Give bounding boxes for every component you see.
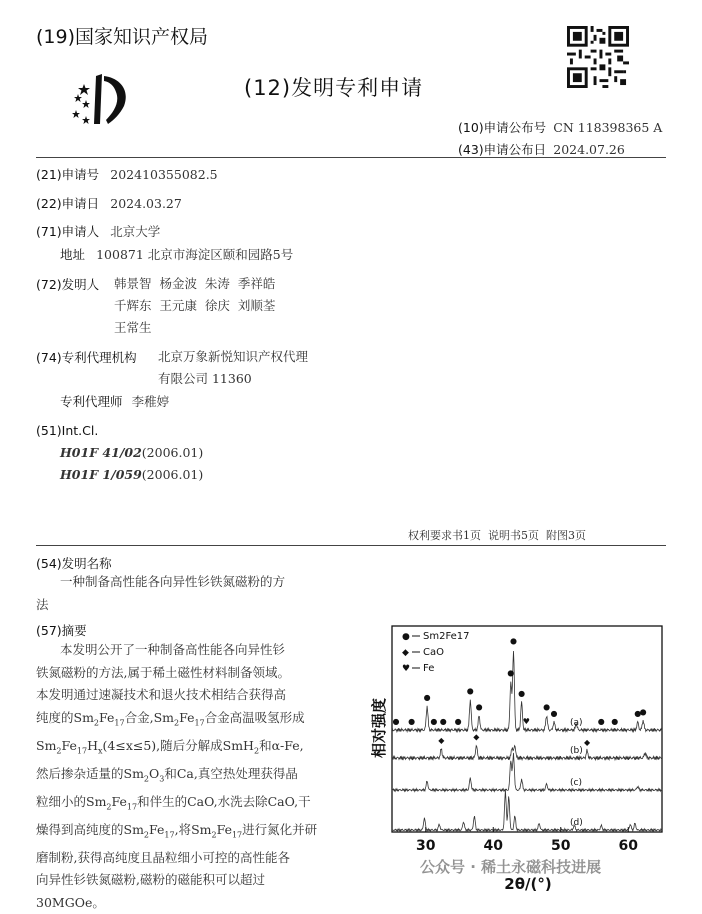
trace-label: (b) (570, 746, 583, 756)
inventors-line-3: 王常生 (114, 318, 152, 336)
xrd-trace (392, 746, 662, 761)
trace-label: (d) (570, 818, 583, 828)
abstract-line: 本发明公开了一种制备高性能各向异性钐 (36, 639, 351, 662)
peak-marker: ● (543, 703, 550, 712)
x-tick-label: 50 (551, 838, 571, 854)
xrd-trace (392, 790, 662, 831)
x-axis-label: 2θ/(°) (504, 875, 551, 893)
peak-marker: ● (440, 717, 447, 726)
peak-marker: ● (476, 703, 483, 712)
peak-marker: ● (424, 693, 431, 702)
inventors-line-2: 千辉东 王元康 徐庆 刘顺荃 (114, 296, 275, 314)
peak-marker: ● (611, 717, 618, 726)
pub-no-label: (10)申请公布号 (458, 120, 546, 135)
peak-marker: ● (598, 717, 605, 726)
address: 100871 北京市海淀区颐和园路5号 (96, 247, 293, 262)
abstract-line: $Sm_2Fe_{17}H_x(4\le x\le 5)$,随后分解成SmH$_2$和α-Fe, (36, 735, 351, 763)
peak-marker: ● (430, 717, 437, 726)
intcl-label: (51)Int.Cl. (36, 423, 98, 438)
x-tick-label: 30 (416, 838, 436, 854)
app-date: 2024.03.27 (110, 196, 182, 211)
abstract-line: 然后掺杂适量的$Sm_2O_3$和Ca,真空热处理获得晶 (36, 763, 351, 791)
abstract-line: 30MGOe。 (36, 892, 351, 914)
legend-entry: Sm2Fe17 (423, 631, 470, 642)
pub-no: CN 118398365 A (553, 120, 662, 135)
abstract-line: 磨制粉,获得高纯度且晶粒细小可控的高性能各 (36, 847, 351, 870)
abstract-line: 向异性钐铁氮磁粉,磁粉的磁能积可以超过 (36, 869, 351, 892)
legend-entry: CaO (423, 647, 444, 658)
agency-label: (74)专利代理机构 (36, 350, 137, 365)
abstract-line: 粒细小的$Sm_2Fe_{17}$和伴生的CaO,水洗去除CaO,干 (36, 791, 351, 819)
app-date-label: (22)申请日 (36, 196, 99, 211)
peak-marker: ◆ (438, 736, 445, 745)
peak-marker: ● (518, 689, 525, 698)
legend-entry: Fe (423, 663, 434, 674)
peak-marker: ● (510, 637, 517, 646)
peak-marker: ● (393, 717, 400, 726)
address-label: 地址 (60, 247, 85, 262)
qr-code (567, 26, 629, 88)
header-rule (36, 157, 666, 158)
peak-marker: ● (455, 717, 462, 726)
inventors-label: (72)发明人 (36, 277, 99, 292)
trace-label: (c) (570, 778, 582, 788)
watermark: 公众号 · 稀土永磁科技进展 (420, 856, 601, 877)
peak-marker: ● (467, 687, 474, 696)
peak-marker: ◆ (473, 732, 480, 741)
title-label: (54)发明名称 (36, 556, 112, 571)
app-no-label: (21)申请号 (36, 167, 99, 182)
legend-symbol: ◆ (402, 648, 409, 658)
peak-marker: ● (408, 717, 415, 726)
agent: 李稚婷 (132, 394, 170, 409)
peak-marker: ● (551, 709, 558, 718)
intcl-2-date: (2006.01) (142, 467, 203, 482)
abstract-line: 燥得到高纯度的$Sm_2Fe_{17}$,将$Sm_2Fe_{17}$进行氮化并研 (36, 819, 351, 847)
x-tick-label: 40 (484, 838, 504, 854)
abstract-text (36, 639, 351, 914)
applicant: 北京大学 (110, 224, 160, 239)
abstract-label: (57)摘要 (36, 623, 87, 638)
abstract-line: 纯度的$Sm_2Fe_{17}$合金$,Sm_2Fe_{17}$合金高温吸氢形成 (36, 707, 351, 735)
y-axis-label: 相对强度 (370, 698, 388, 758)
invention-title-line-2: 法 (36, 594, 49, 617)
abstract-line: 铁氮磁粉的方法,属于稀土磁性材料制备领域。 (36, 662, 351, 685)
x-tick-label: 60 (619, 838, 639, 854)
legend-symbol: ♥ (402, 664, 410, 674)
peak-marker: ♥ (523, 717, 530, 726)
peak-marker: ◆ (584, 738, 591, 747)
office-name: (19)国家知识产权局 (36, 22, 208, 49)
peak-marker: ● (640, 707, 647, 716)
biblio-rule (36, 545, 666, 546)
peak-marker: ● (507, 668, 514, 677)
invention-title-line-1: 一种制备高性能各向异性钐铁氮磁粉的方 (60, 571, 285, 594)
peak-marker: ● (634, 709, 641, 718)
intcl-1-code: H01F 41/02 (60, 445, 142, 460)
agency-line-1: 北京万象新悦知识产权代理 (158, 347, 308, 365)
intcl-1-date: (2006.01) (142, 445, 203, 460)
abstract-line: 本发明通过速凝技术和退火技术相结合获得高 (36, 684, 351, 707)
pub-date: 2024.07.26 (553, 142, 625, 157)
agent-label: 专利代理师 (60, 394, 123, 409)
inventors-line-1: 韩景智 杨金波 朱涛 季祥皓 (114, 274, 275, 292)
pub-date-label: (43)申请公布日 (458, 142, 546, 157)
doc-type: (12)发明专利申请 (244, 72, 423, 102)
page-counts: 权利要求书1页 说明书5页 附图3页 (408, 527, 586, 543)
app-no: 202410355082.5 (110, 167, 217, 182)
cnipa-logo (70, 72, 132, 130)
applicant-label: (71)申请人 (36, 224, 99, 239)
legend-symbol: ● (402, 632, 410, 642)
trace-label: (a) (570, 718, 583, 728)
agency-line-2: 有限公司 11360 (158, 369, 252, 387)
intcl-2-code: H01F 1/059 (60, 467, 142, 482)
